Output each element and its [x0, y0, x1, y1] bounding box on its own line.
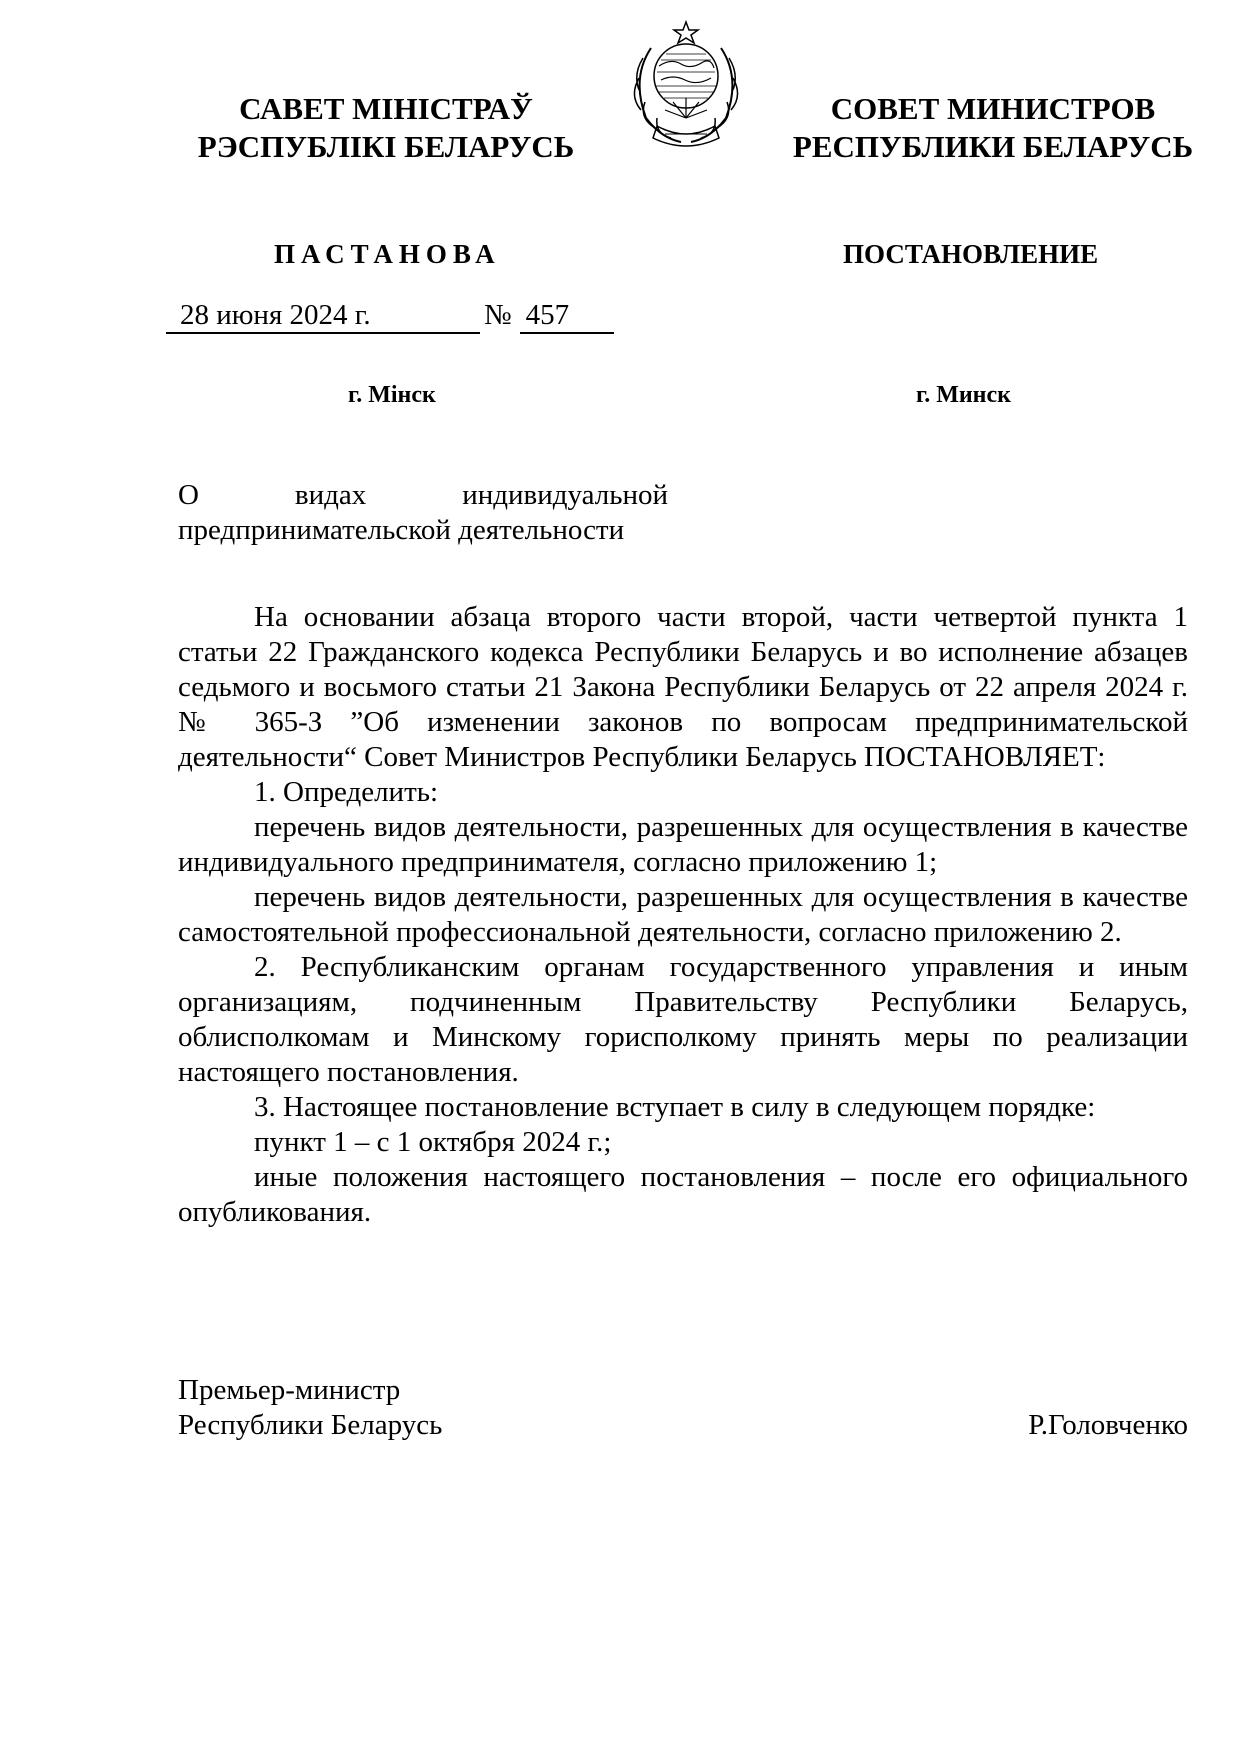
- date-number-line: [166, 298, 614, 334]
- org-name-line: РЕСПУБЛИКИ БЕЛАРУСЬ: [792, 129, 1194, 164]
- signatory-position: Премьер-министр: [178, 1374, 401, 1406]
- org-name-line: САВЕТ МІНІСТРАЎ: [239, 91, 533, 126]
- number-sign: №: [484, 299, 512, 331]
- body-paragraph: перечень видов деятельности, разрешенных для осуществления в качестве индивидуального предпринимателя, согласно приложению 1;: [178, 811, 1188, 878]
- body-paragraph: 2. Республиканским органам государственного управления и иным организациям, подчиненным Правительству Республики Беларусь, облисполкомам и Минскому горисполкому принять меры по реализации настоящего постановления.: [178, 951, 1188, 1088]
- body-paragraph: 1. Определить:: [254, 776, 439, 808]
- document-number: 457: [520, 298, 614, 334]
- signatory-name: Р.Головченко: [1028, 1409, 1188, 1441]
- city-russian: г. Минск: [916, 382, 1011, 408]
- state-emblem-icon: [621, 18, 751, 154]
- document-subject: [178, 478, 668, 548]
- org-name-russian: [783, 90, 1203, 166]
- subject-line: предпринимательской деятельности: [178, 514, 625, 546]
- body-paragraph: перечень видов деятельности, разрешенных для осуществления в качестве самостоятельной профессиональной деятельности, согласно приложению 2.: [178, 881, 1188, 948]
- document-date: 28 июня 2024 г.: [166, 298, 480, 334]
- subject-line: О видах индивидуальной: [178, 479, 668, 511]
- document-body: [178, 600, 1188, 1230]
- signatory-position: Республики Беларусь: [178, 1409, 443, 1441]
- body-paragraph: На основании абзаца второго части второй, части четвертой пункта 1 статьи 22 Гражданского кодекса Республики Беларусь и во исполнение абзацев седьмого и восьмого статьи 21 Закона Республики Беларусь от 22 апреля 2024 г. № 365-З ”Об изменении законов по вопросам предпринимательской деятельности“ Совет Министров Республики Беларусь ПОСТАНОВЛЯЕТ:: [178, 601, 1188, 773]
- doctype-belarusian: ПАСТАНОВА: [274, 239, 501, 269]
- org-name-line: СОВЕТ МИНИСТРОВ: [830, 91, 1156, 126]
- doctype-russian: ПОСТАНОВЛЕНИЕ: [843, 239, 1099, 269]
- body-paragraph: пункт 1 – с 1 октября 2024 г.;: [254, 1126, 612, 1158]
- body-paragraph: иные положения настоящего постановления – после его официального опубликования.: [178, 1161, 1188, 1228]
- org-name-belarusian: [176, 90, 596, 166]
- city-belarusian: г. Мінск: [348, 382, 436, 408]
- signature-block: [178, 1373, 1188, 1443]
- body-paragraph: 3. Настоящее постановление вступает в силу в следующем порядке:: [254, 1091, 1096, 1123]
- org-name-line: РЭСПУБЛІКІ БЕЛАРУСЬ: [197, 129, 575, 164]
